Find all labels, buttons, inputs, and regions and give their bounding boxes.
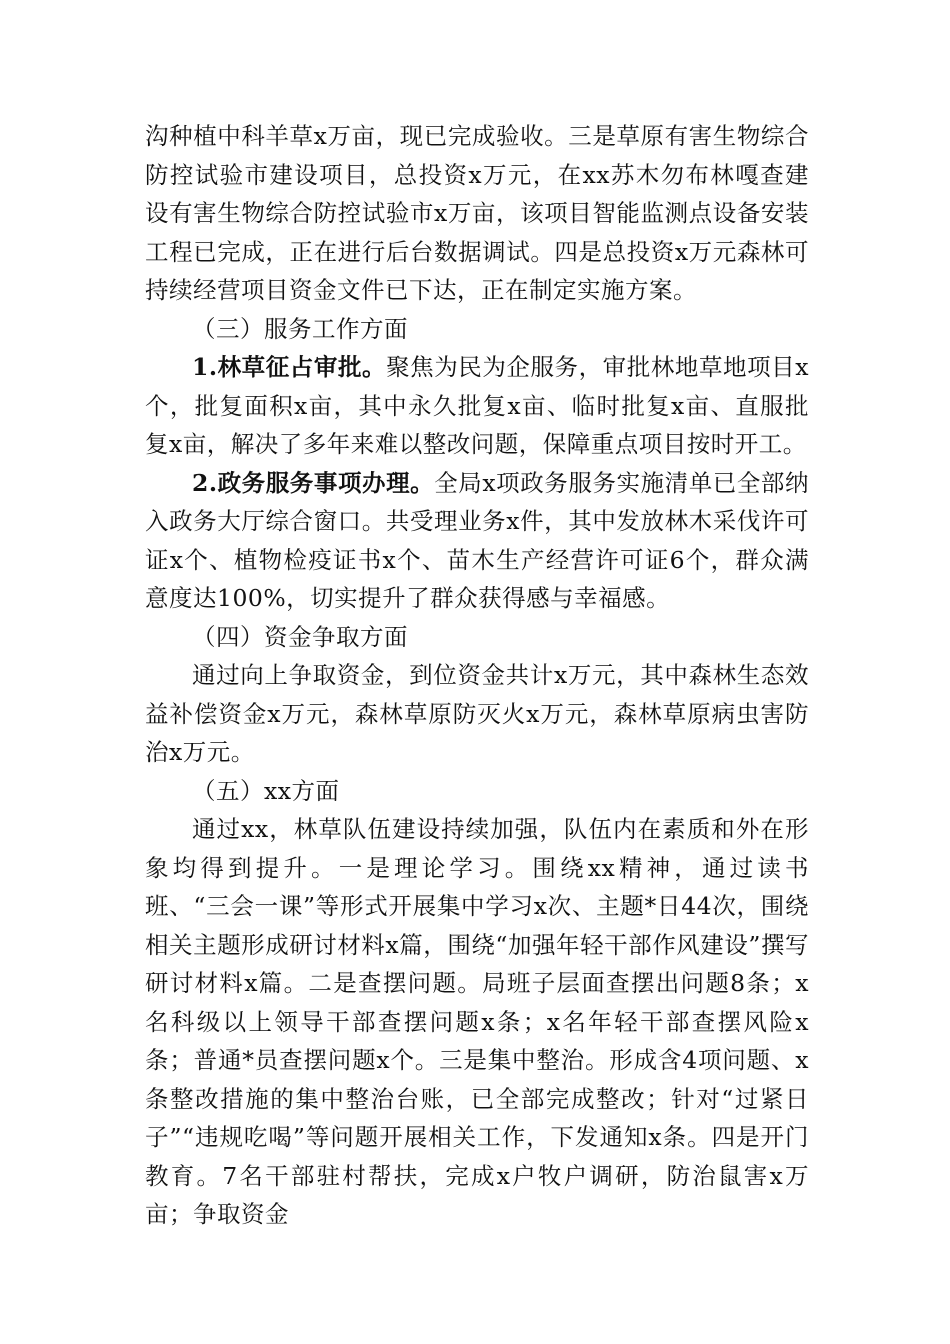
paragraph-project-continuation: 沟种植中科羊草x万亩，现已完成验收。三是草原有害生物综合防控试验市建设项目，总投资x万元，在xx苏木勿布林嘎查建设有害生物综合防控试验市x万亩，该项目智能监测点设备安装工程已完成，正在进行后台数据调试。四是总投资x万元森林可持续经营项目资金文件已下达，正在制定实施方案。 xyxy=(145,122,809,304)
item-text-forest-grass-approval: 聚焦为民为企服务，审批林地草地项目x个，批复面积x亩，其中永久批复x亩、临时批复x亩、直服批复x亩，解决了多年来难以整改问题，保障重点项目按时开工。 xyxy=(145,353,809,458)
document-body xyxy=(145,117,809,1234)
paragraph-funding: 通过向上争取资金，到位资金共计x万元，其中森林生态效益补偿资金x万元，森林草原防灭火x万元，森林草原病虫害防治x万元。 xyxy=(145,661,809,766)
item-title-forest-grass-approval: 1.林草征占审批。 xyxy=(192,353,387,381)
section-heading-xx: （五）xx方面 xyxy=(192,776,340,805)
item-title-government-service: 2.政务服务事项办理。 xyxy=(192,468,435,497)
paragraph-team-building: 通过xx，林草队伍建设持续加强，队伍内在素质和外在形象均得到提升。一是理论学习。围绕xx精神，通过读书班、“三会一课”等形式开展集中学习x次、主题*日44次，围绕相关主题形成研讨材料x篇，围绕“加强年轻干部作风建设”撰写研讨材料x篇。二是查摆问题。局班子层面查摆出问题8条；x名科级以上领导干部查摆问题x条；x名年轻干部查摆风险x条；普通*员查摆问题x个。三是集中整治。形成含4项问题、x条整改措施的集中整治台账，已全部完成整改；针对“过紧日子”“违规吃喝”等问题开展相关工作，下发通知x条。四是开门教育。7名干部驻村帮扶，完成x户牧户调研，防治鼠害x万亩；争取资金 xyxy=(145,815,809,1228)
section-heading-funding: （四）资金争取方面 xyxy=(192,622,408,651)
paragraph-government-service xyxy=(145,464,809,618)
item-text-government-service: 全局x项政务服务实施清单已全部纳入政务大厅综合窗口。共受理业务x件，其中发放林木采伐许可证x个、植物检疫证书x个、苗木生产经营许可证6个，群众满意度达100%，切实提升了群众获得感与幸福感。 xyxy=(145,468,809,612)
section-heading-service-work: （三）服务工作方面 xyxy=(192,314,408,343)
paragraph-forest-grass-approval xyxy=(145,348,809,464)
